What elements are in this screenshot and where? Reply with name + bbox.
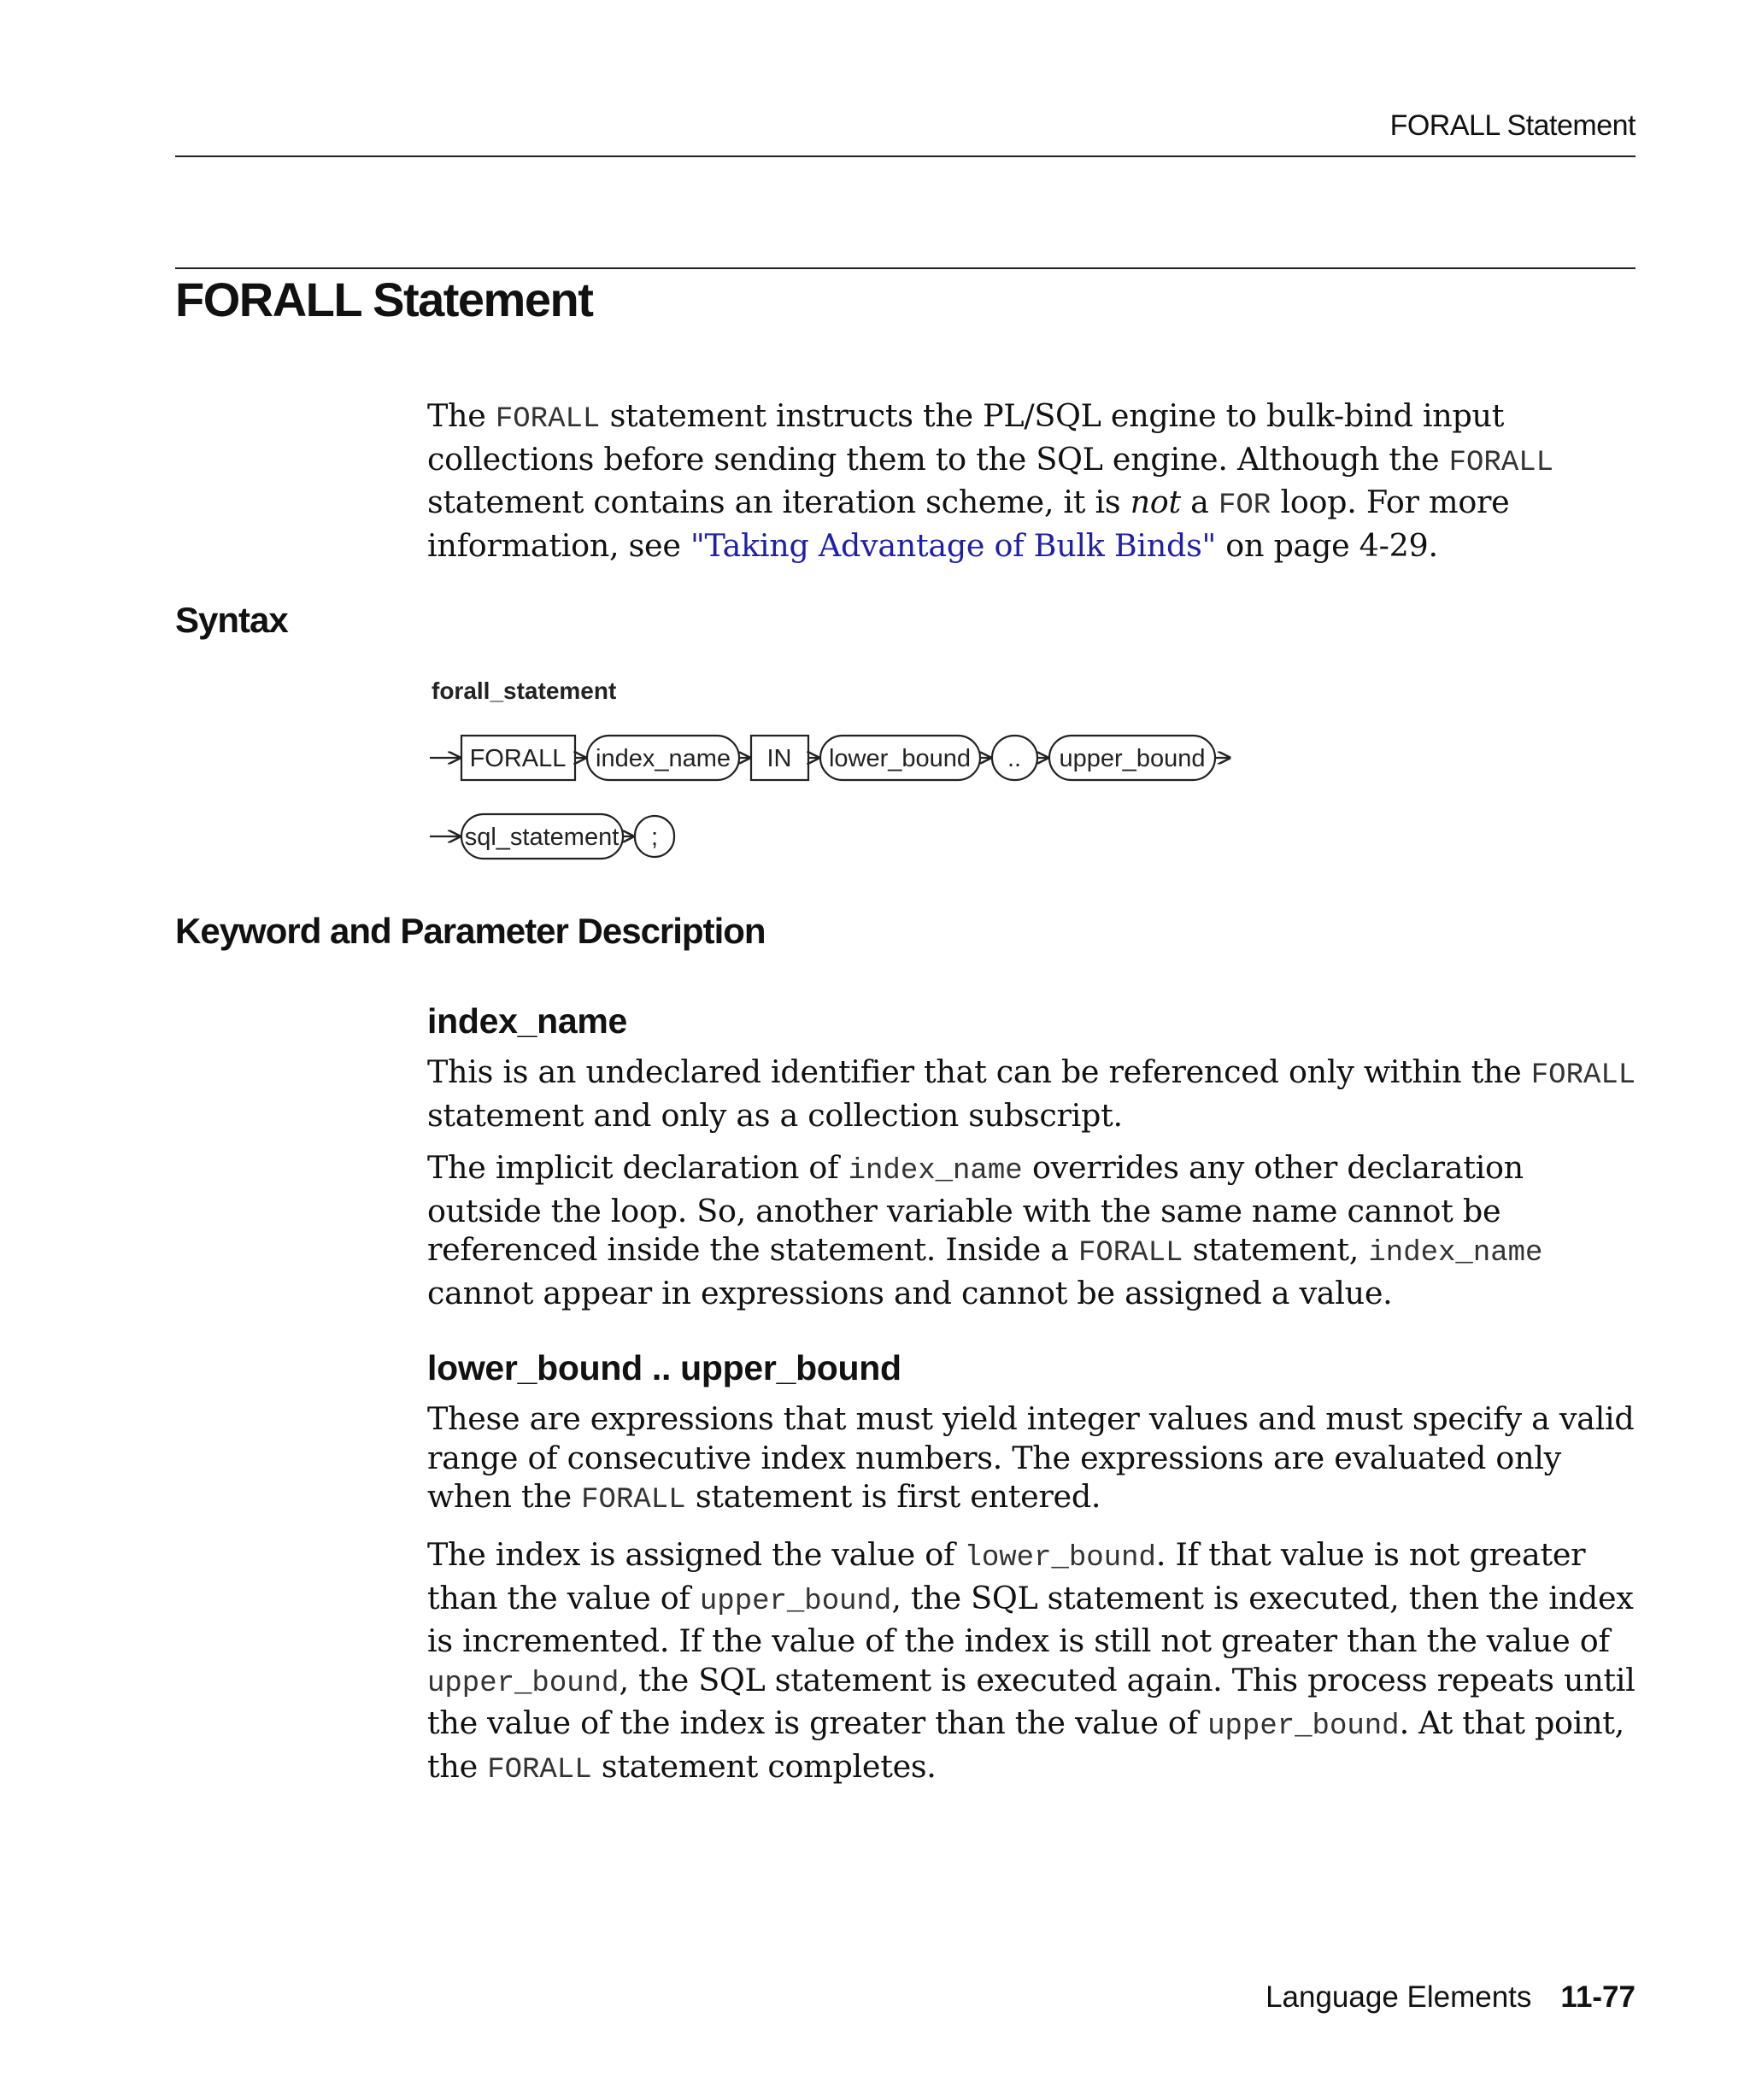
text-span: The implicit declaration of [427,1149,849,1186]
intro-text-2: statement instructs the PL/SQL engine to bulk-bind input collections before sending them to the SQL engine. Although the [427,397,1505,478]
intro-paragraph [427,396,1641,565]
bounds-paragraph-2 [427,1535,1641,1790]
term-lower-upper-bound: lower_bound .. upper_bound [427,1348,901,1387]
text-span: The index is assigned the value of [427,1536,965,1573]
syntax-heading: Syntax [175,600,288,640]
text-span: statement and only as a collection subscript. [427,1096,1123,1134]
code-span: FORALL [581,1484,686,1516]
intro-text-3: statement contains an iteration scheme, it is [427,484,1130,520]
code-span: lower_bound [964,1542,1156,1575]
syntax-semicolon: ; [650,824,659,851]
intro-code-for: FOR [1218,490,1271,522]
syntax-param-index-name: index_name [596,745,731,772]
text-span: statement, [1183,1231,1369,1268]
page-number: 11-77 [1560,1980,1635,2014]
code-span: index_name [1368,1237,1543,1270]
code-span: FORALL [1530,1059,1636,1092]
page-title: FORALL Statement [175,273,593,326]
text-span: overrides any other declaration outside the loop. So, another variable with the same name cannot be referenced inside the statement. Inside a [427,1149,1524,1268]
syntax-range-operator: .. [1007,745,1022,772]
syntax-keyword-forall: FORALL [469,745,567,772]
title-rule [175,267,1635,269]
intro-text-4: a [1180,484,1219,520]
code-span: upper_bound [699,1585,892,1618]
bulk-binds-link[interactable]: "Taking Advantage of Bulk Binds" [690,526,1216,564]
text-span: statement is first entered. [685,1478,1101,1515]
diagram-title: forall_statement [432,678,617,704]
text-span: cannot appear in expressions and cannot be assigned a value. [427,1274,1393,1311]
text-span: , the SQL statement is executed, then the index is incremented. If the value of the index is still not greater than the value of [427,1579,1634,1659]
code-span: upper_bound [427,1667,620,1700]
code-span: FORALL [1078,1237,1183,1270]
text-span: . If that value is not greater than the value of [427,1536,1586,1616]
code-span: upper_bound [1207,1710,1400,1743]
syntax-param-upper-bound: upper_bound [1059,745,1206,772]
text-span: These are expressions that must yield integer values and must specify a valid range of consecutive index numbers. The expressions are evaluated only when the [427,1400,1635,1515]
running-header-title: FORALL Statement [1389,109,1635,142]
intro-text-5: loop. For more information, see [427,484,1510,564]
syntax-keyword-in: IN [766,745,792,772]
syntax-param-sql-statement: sql_statement [464,824,620,851]
footer-section: Language Elements [1266,1980,1532,2014]
syntax-diagram [423,671,1243,871]
bounds-paragraph-1 [427,1399,1641,1521]
kpd-heading: Keyword and Parameter Description [175,911,766,951]
text-span: This is an undeclared identifier that can be referenced only within the [427,1053,1531,1090]
intro-emphasis: not [1130,484,1181,520]
text-span: , the SQL statement is executed again. This process repeats until the value of the index is greater than the value of [427,1661,1635,1741]
running-header [175,101,1635,157]
index-name-paragraph-2 [427,1148,1641,1312]
term-index-name: index_name [427,1001,627,1041]
code-span: FORALL [487,1753,592,1786]
running-footer [1266,1980,1635,2015]
index-name-paragraph-1 [427,1053,1641,1135]
text-span: . At that point, the [427,1704,1624,1785]
code-span: index_name [848,1155,1023,1188]
text-span: statement completes. [591,1747,937,1785]
intro-code-forall-2: FORALL [1448,446,1554,479]
intro-text-6: on page 4-29. [1216,526,1438,564]
intro-code-forall-1: FORALL [495,403,601,436]
syntax-param-lower-bound: lower_bound [828,745,972,772]
intro-text-1: The [427,397,496,434]
